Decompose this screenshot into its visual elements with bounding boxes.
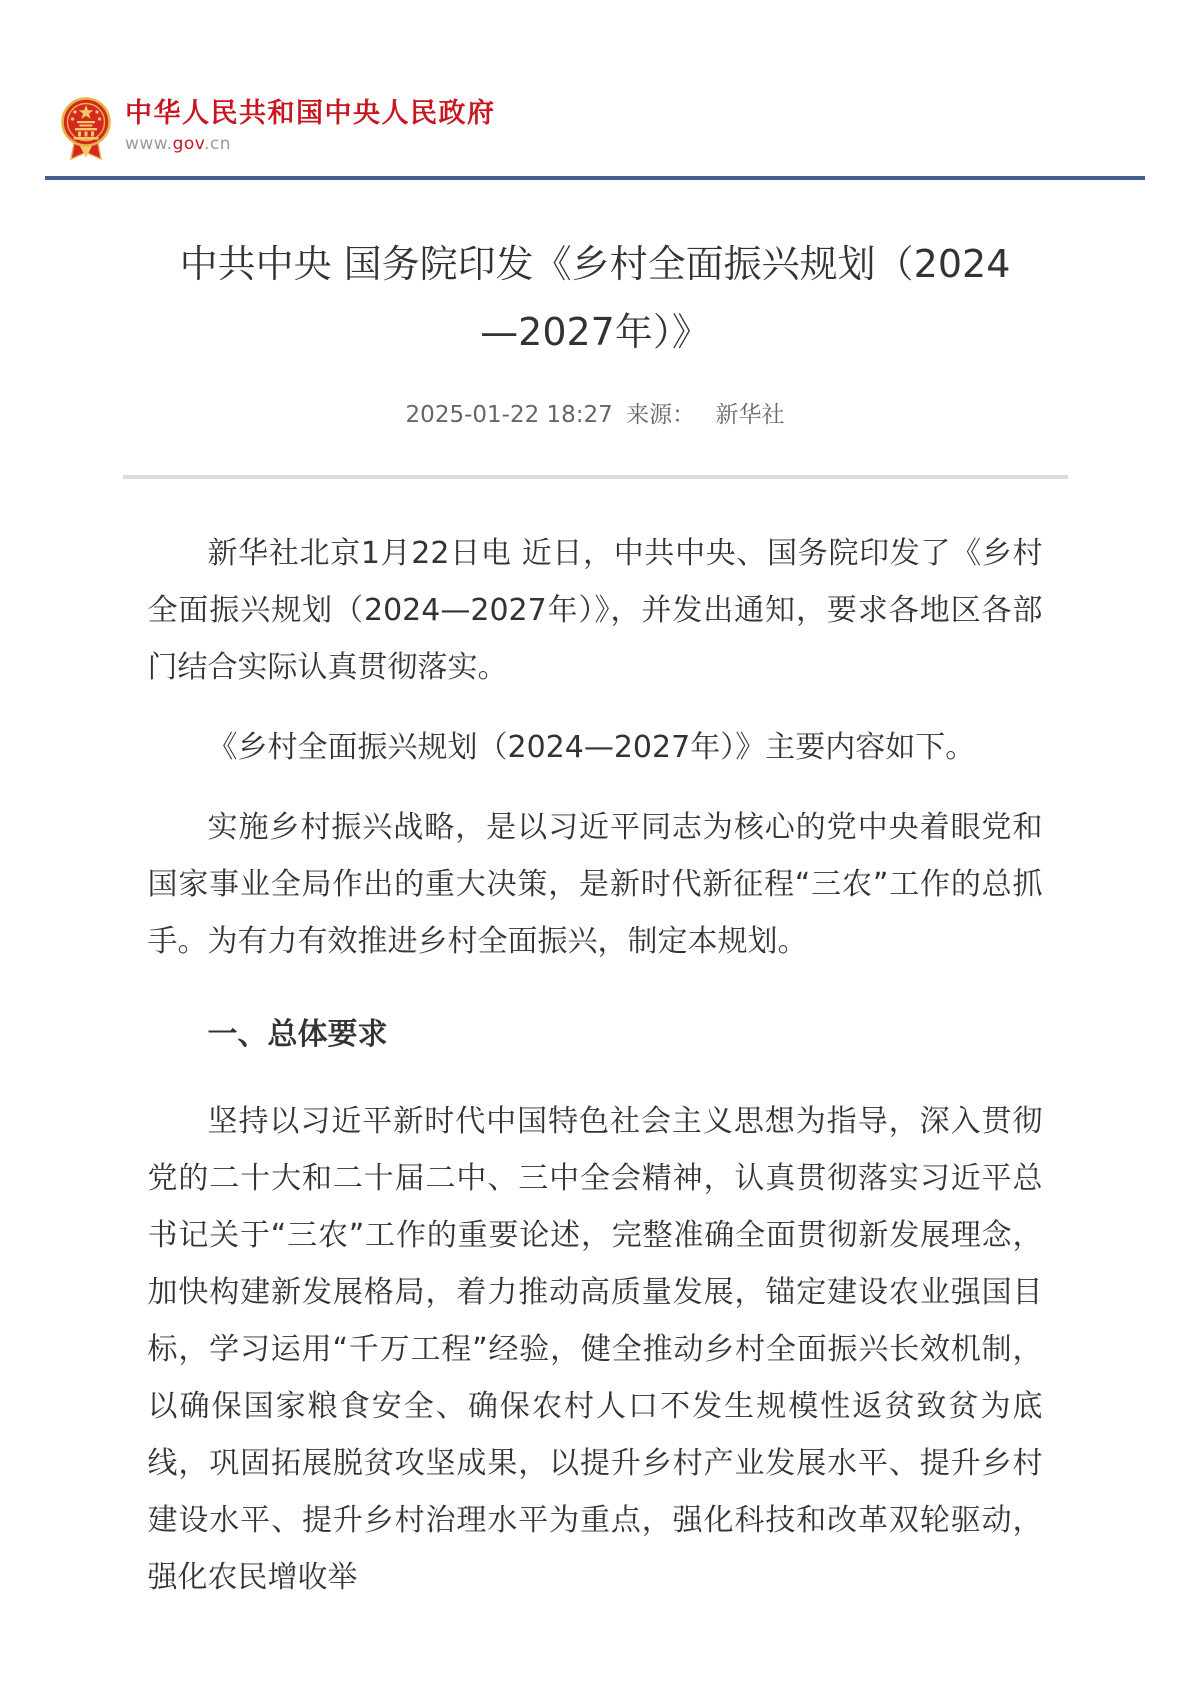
article-paragraph: 坚持以习近平新时代中国特色社会主义思想为指导，深入贯彻党的二十大和二十届二中、三中全会精神，认真贯彻落实习近平总书记关于“三农”工作的重要论述，完整准确全面贯彻新发展理念，加快构建新发展格局，着力推动高质量发展，锚定建设农业强国目标，学习运用“千万工程”经验，健全推动乡村全面振兴长效机制，以确保国家粮食安全、确保农村人口不发生规模性返贫致贫为底线，巩固拓展脱贫攻坚成果，以提升乡村产业发展水平、提升乡村建设水平、提升乡村治理水平为重点，强化科技和改革双轮驱动，强化农民增收举 — [147, 1104, 1043, 1595]
title-divider — [123, 475, 1068, 479]
china-national-emblem-icon[interactable] — [60, 96, 112, 164]
header-divider-line — [45, 176, 1145, 180]
section-heading: 一、总体要求 — [207, 1017, 388, 1052]
header-inner — [45, 96, 1145, 164]
site-url-cn: .cn — [204, 134, 232, 155]
article-paragraph: 实施乡村振兴战略，是以习近平同志为核心的党中央着眼党和国家事业全局作出的重大决策，是新时代新征程“三农”工作的总抓手。为有力有效推进乡村全面振兴，制定本规划。 — [147, 810, 1043, 959]
article-content — [123, 230, 1068, 1606]
header-text — [125, 96, 496, 154]
article-source-label: 来源： — [626, 402, 696, 428]
site-url[interactable] — [125, 134, 496, 154]
article-title: 中共中央 国务院印发《乡村全面振兴规划（2024—2027年）》 — [179, 242, 1011, 354]
article-body — [123, 525, 1068, 1606]
site-header — [0, 0, 1190, 180]
article-source: 新华社 — [715, 402, 785, 428]
site-name[interactable]: 中华人民共和国中央人民政府 — [125, 98, 496, 129]
site-url-gov: gov — [172, 134, 204, 155]
article-paragraph: 新华社北京1月22日电 近日，中共中央、国务院印发了《乡村全面振兴规划（2024—2027年）》，并发出通知，要求各地区各部门结合实际认真贯彻落实。 — [147, 536, 1043, 685]
article-datetime: 2025-01-22 18:27 — [405, 402, 613, 428]
site-url-www: www. — [125, 134, 173, 155]
article-paragraph: 《乡村全面振兴规划（2024—2027年）》主要内容如下。 — [207, 730, 976, 765]
article-meta — [123, 396, 1068, 429]
